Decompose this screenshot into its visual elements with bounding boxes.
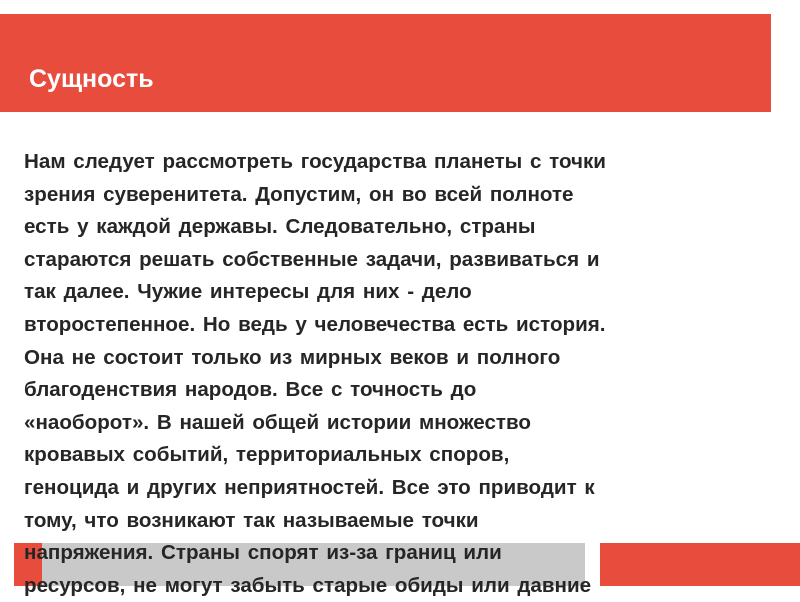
slide-body-text bbox=[24, 146, 764, 602]
body-line: напряжения. Страны спорят из-за границ или bbox=[24, 541, 502, 565]
body-line: кровавых событий, территориальных споров, bbox=[24, 443, 510, 467]
body-line: так далее. Чужие интересы для них - дело bbox=[24, 280, 472, 304]
body-line: «наоборот». В нашей общей истории множество bbox=[24, 410, 531, 434]
slide-title: Сущность bbox=[29, 65, 154, 93]
body-line: Она не состоит только из мирных веков и полного bbox=[24, 345, 561, 369]
body-line: благоденствия народов. Все с точность до bbox=[24, 378, 477, 402]
body-line: второстепенное. Но ведь у человечества есть история. bbox=[24, 312, 606, 336]
body-line: есть у каждой державы. Следовательно, страны bbox=[24, 215, 536, 239]
body-line: ресурсов, не могут забыть старые обиды или давние bbox=[24, 573, 592, 597]
body-line: Нам следует рассмотреть государства планеты с точки bbox=[24, 150, 606, 173]
body-line: зрения суверенитета. Допустим, он во всей полноте bbox=[24, 182, 574, 206]
body-line: стараются решать собственные задачи, развиваться и bbox=[24, 247, 600, 271]
body-line: тому, что возникают так называемые точки bbox=[24, 508, 479, 532]
body-line: геноцида и других неприятностей. Все это приводит к bbox=[24, 475, 595, 499]
